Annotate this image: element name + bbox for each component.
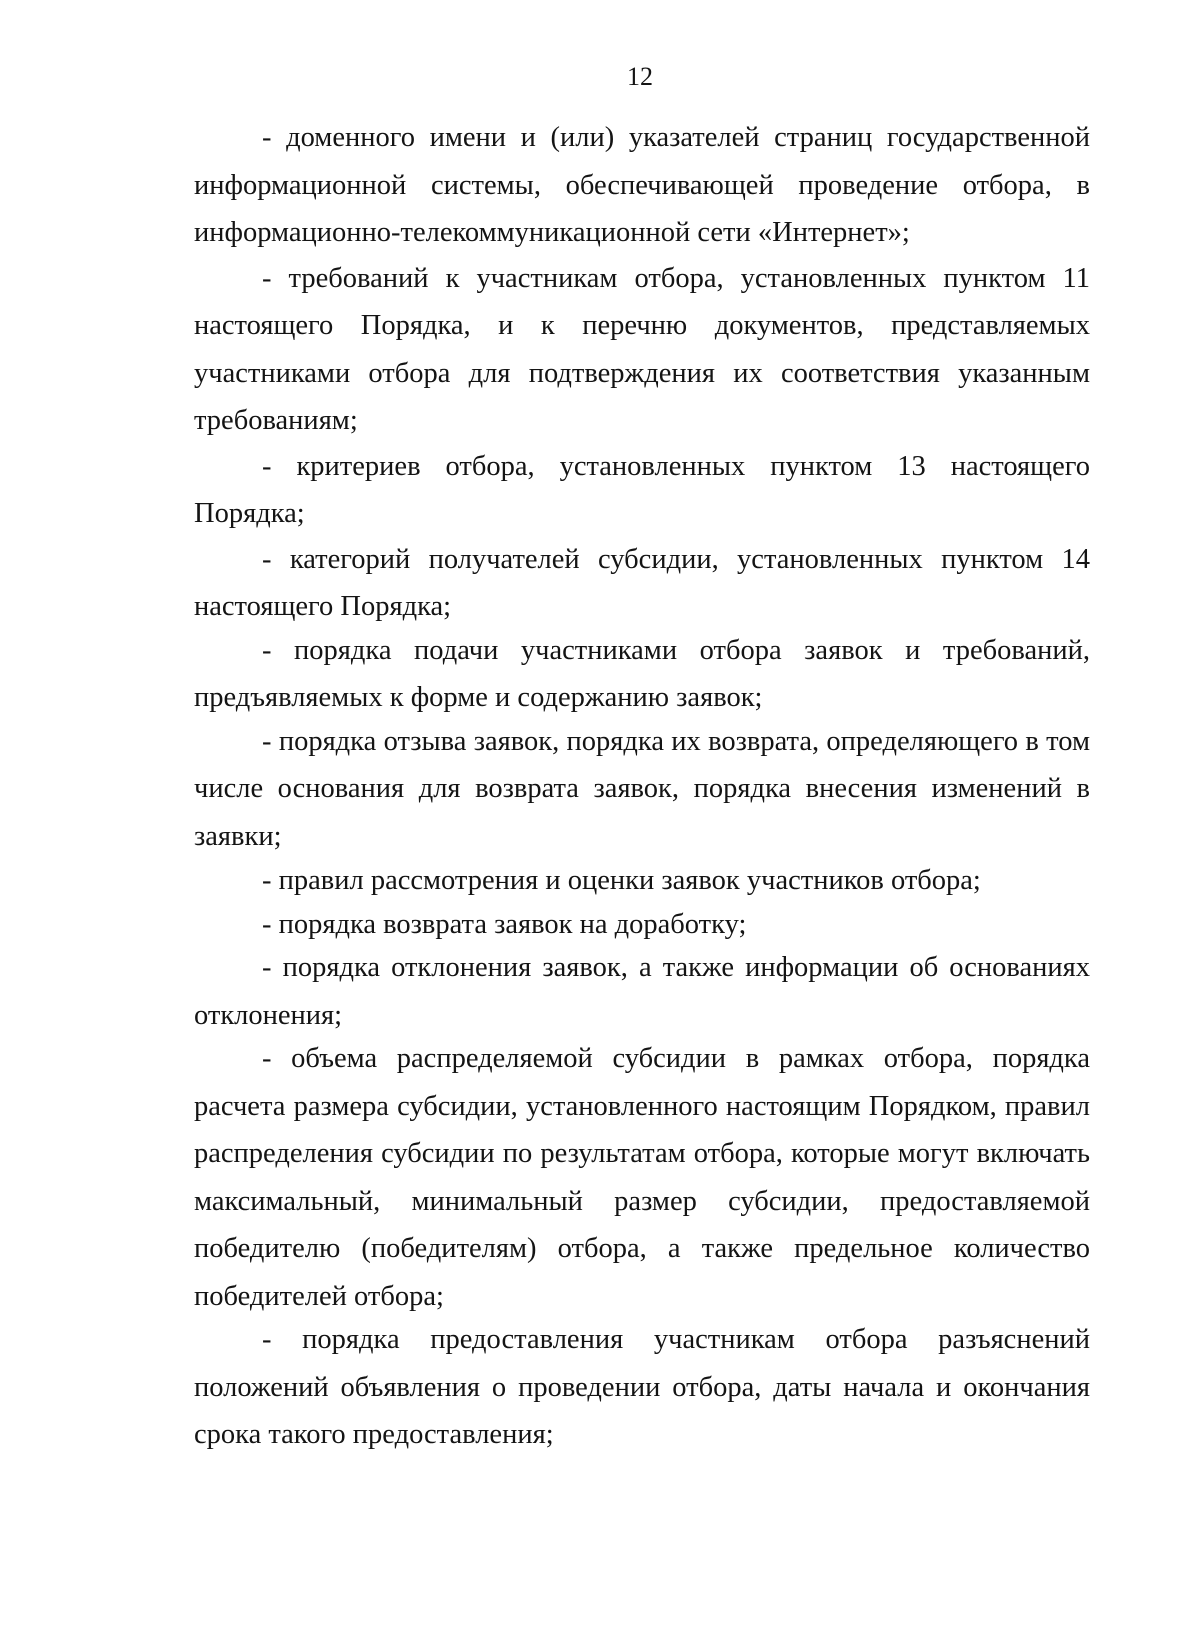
list-item: - порядка отклонения заявок, а также информации об основаниях отклонения;	[194, 952, 1090, 1031]
list-item: - объема распределяемой субсидии в рамках отбора, порядка расчета размера субсидии, установленного настоящим Порядком, правил распределения субсидии по результатам отбора, которые могут включать максимальный, минимальный размер субсидии, предоставляемой победителю (победителям) отбора, а также предельное количество победителей отбора;	[194, 1043, 1090, 1312]
document-body	[194, 114, 1090, 1459]
list-item: - правил рассмотрения и оценки заявок участников отбора;	[262, 865, 981, 896]
list-item: - категорий получателей субсидии, установленных пунктом 14 настоящего Порядка;	[194, 543, 1090, 622]
list-item: - требований к участникам отбора, установленных пунктом 11 настоящего Порядка, и к перечню документов, представляемых участниками отбора для подтверждения их соответствия указанным требованиям;	[194, 262, 1090, 436]
list-item: - порядка отзыва заявок, порядка их возврата, определяющего в том числе основания для возврата заявок, порядка внесения изменений в заявки;	[194, 725, 1090, 852]
list-item: - порядка предоставления участникам отбора разъяснений положений объявления о проведении отбора, даты начала и окончания срока такого предоставления;	[194, 1324, 1090, 1450]
list-item: - критериев отбора, установленных пунктом 13 настоящего Порядка;	[194, 450, 1090, 529]
list-item: - порядка подачи участниками отбора заявок и требований, предъявляемых к форме и содержанию заявок;	[194, 634, 1090, 713]
page-number: 12	[627, 62, 653, 91]
list-item: - порядка возврата заявок на доработку;	[262, 908, 747, 940]
list-item: - доменного имени и (или) указателей страниц государственной информационной системы, обеспечивающей проведение отбора, в информационно-телекоммуникационной сети «Интернет»;	[194, 122, 1090, 248]
